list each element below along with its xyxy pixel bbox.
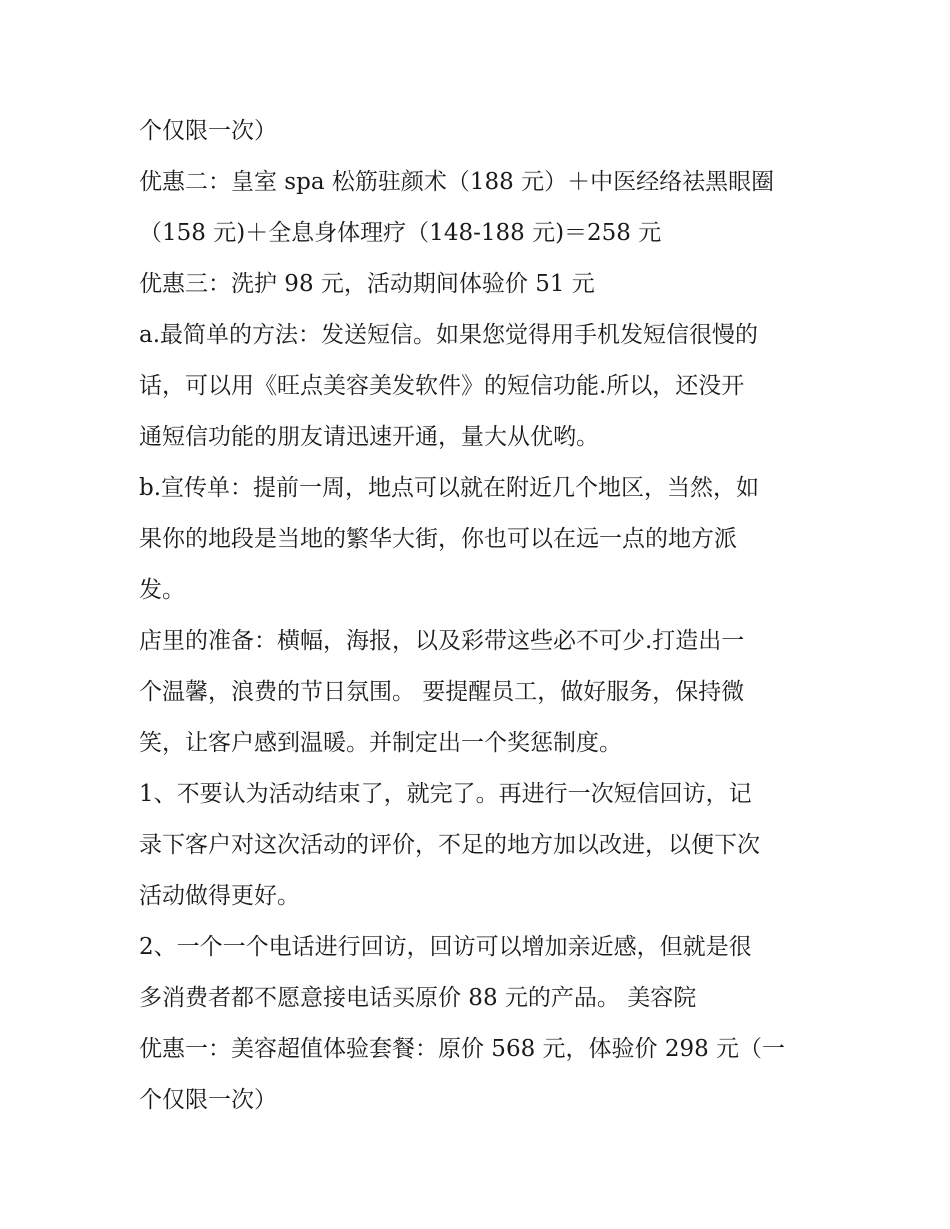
text-line: 笑，让客户感到温暖。并制定出一个奖惩制度。 <box>139 730 622 756</box>
document-body <box>139 106 829 1126</box>
text-line: 个温馨，浪费的节日氛围。 要提醒员工，做好服务，保持微 <box>139 679 745 705</box>
text-line: （158 元)＋全息身体理疗（148-188 元)＝258 元 <box>139 220 662 246</box>
text-line: a.最简单的方法：发送短信。如果您觉得用手机发短信很慢的 <box>139 322 759 348</box>
text-line: 果你的地段是当地的繁华大街，你也可以在远一点的地方派 <box>139 526 737 552</box>
text-line: 话，可以用《旺点美容美发软件》的短信功能.所以，还没开 <box>139 373 745 399</box>
text-line: 录下客户对这次活动的评价，不足的地方加以改进，以便下次 <box>139 832 760 858</box>
text-line: 个仅限一次） <box>139 1087 277 1113</box>
text-line: 优惠二：皇室 spa 松筋驻颜术（188 元）＋中医经络祛黑眼圈 <box>139 169 775 195</box>
text-line: 1、不要认为活动结束了，就完了。再进行一次短信回访，记 <box>139 781 752 807</box>
text-line: 活动做得更好。 <box>139 883 300 909</box>
text-line: 个仅限一次） <box>139 118 277 144</box>
text-line: b.宣传单：提前一周，地点可以就在附近几个地区，当然，如 <box>139 475 760 501</box>
text-line: 多消费者都不愿意接电话买原价 88 元的产品。 美容院 <box>139 985 697 1011</box>
text-line: 通短信功能的朋友请迅速开通，量大从优哟。 <box>139 424 599 450</box>
text-line: 发。 <box>139 577 185 603</box>
text-line: 店里的准备：横幅，海报，以及彩带这些必不可少.打造出一 <box>139 628 745 654</box>
text-line: 2、一个一个电话进行回访，回访可以增加亲近感，但就是很 <box>139 934 752 960</box>
text-line: 优惠三：洗护 98 元，活动期间体验价 51 元 <box>139 271 595 297</box>
text-line: 优惠一：美容超值体验套餐：原价 568 元，体验价 298 元（一 <box>139 1036 786 1062</box>
